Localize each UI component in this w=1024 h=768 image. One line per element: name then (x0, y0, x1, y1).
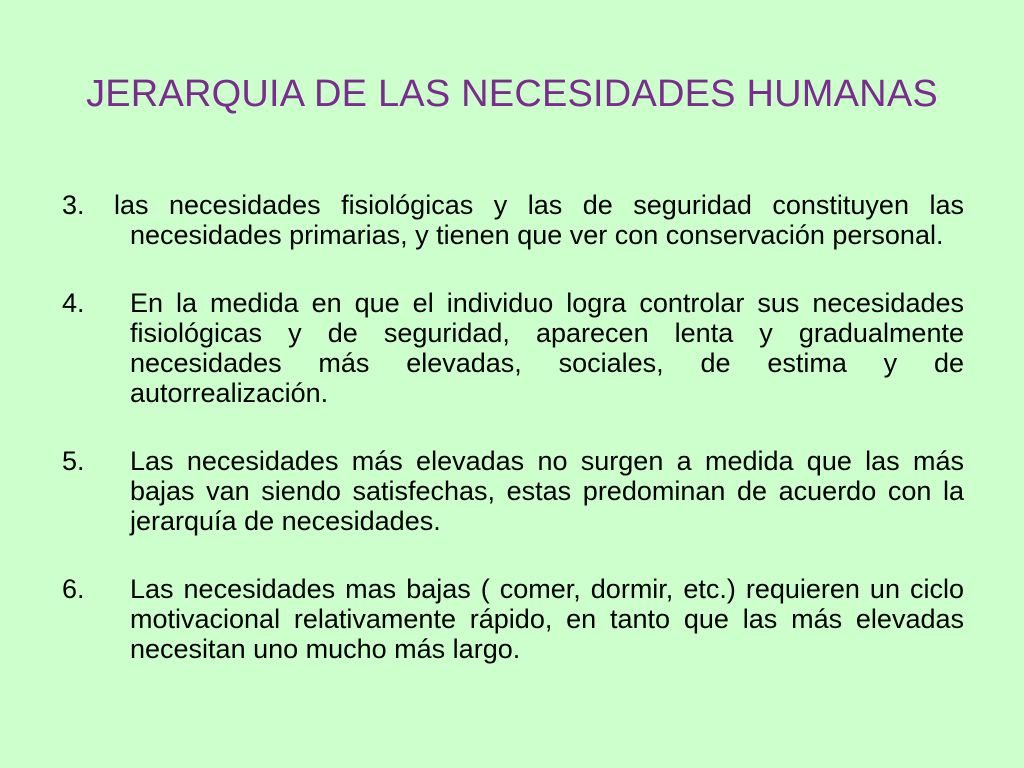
list-item-3 (62, 190, 964, 250)
item-text: Las necesidades mas bajas ( comer, dormir, etc.) requieren un ciclo motivacional relativamente rápido, en tanto que las más elevadas necesitan uno mucho más largo. (130, 574, 964, 664)
slide-title: JERARQUIA DE LAS NECESIDADES HUMANAS (86, 73, 938, 115)
item-number: 5. (62, 446, 85, 476)
item-text: En la medida en que el individuo logra controlar sus necesidades fisiológicas y de seguridad, aparecen lenta y gradualmente necesidades más elevadas, sociales, de estima y de autorrealización. (130, 288, 964, 408)
item-text: las necesidades fisiológicas y las de seguridad constituyen las necesidades primarias, y tienen que ver con conservación personal. (114, 190, 964, 250)
list-item-5 (62, 446, 964, 536)
list-item-4 (62, 288, 964, 408)
numbered-list (62, 190, 964, 702)
item-text: Las necesidades más elevadas no surgen a medida que las más bajas van siendo satisfechas, estas predominan de acuerdo con la jerarquía de necesidades. (130, 446, 964, 536)
list-item-6 (62, 574, 964, 664)
item-number: 6. (62, 574, 85, 604)
item-number: 4. (62, 288, 85, 318)
item-number: 3. (62, 190, 85, 220)
